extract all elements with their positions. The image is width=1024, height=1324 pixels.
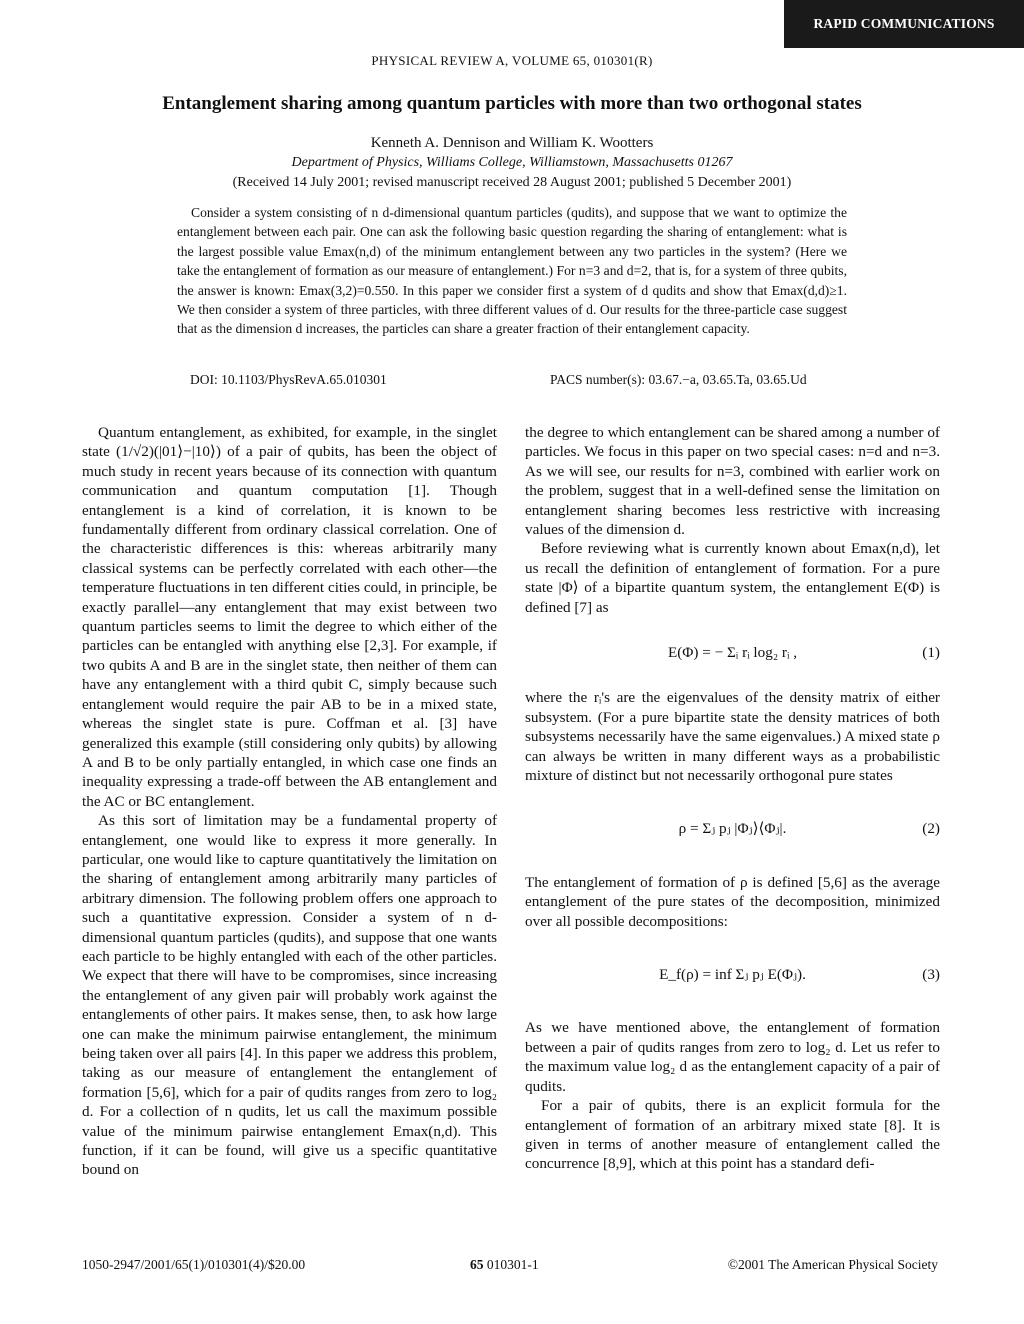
paper-title: Entanglement sharing among quantum particles with more than two orthogonal states bbox=[162, 93, 862, 114]
equation-1 bbox=[525, 643, 940, 662]
body-paragraph: The entanglement of formation of ρ is defined [5,6] as the average entanglement of the pure states of the decomposition, minimized over all possible decompositions: bbox=[525, 873, 940, 930]
doi[interactable]: DOI: 10.1103/PhysRevA.65.010301 bbox=[190, 372, 387, 387]
section-badge: RAPID COMMUNICATIONS bbox=[784, 0, 1024, 48]
footer-issn: 1050-2947/2001/65(1)/010301(4)/$20.00 bbox=[82, 1257, 306, 1272]
left-column bbox=[82, 423, 497, 1180]
journal-header: PHYSICAL REVIEW A, VOLUME 65, 010301(R) bbox=[371, 53, 653, 68]
body-paragraph: As we have mentioned above, the entanglement of formation between a pair of qudits ranges from zero to log₂ d. Let us refer to the maximum value log₂ d as the entanglement capacity of a pair of qudits. bbox=[525, 1019, 940, 1095]
pacs-numbers: PACS number(s): 03.67.−a, 03.65.Ta, 03.65.Ud bbox=[550, 372, 807, 387]
paper-affiliation: Department of Physics, Williams College, Williamstown, Massachusetts 01267 bbox=[291, 155, 733, 170]
body-paragraph: For a pair of qubits, there is an explicit formula for the entanglement of formation of an arbitrary mixed state [8]. It is given in terms of another measure of entanglement called the concurrence [8,9], which at this point has a standard defi- bbox=[525, 1097, 940, 1173]
footer-page bbox=[470, 1257, 539, 1273]
equation-3-formula: E_f(ρ) = inf Σⱼ pⱼ E(Φⱼ). bbox=[659, 966, 806, 984]
equation-1-number: (1) bbox=[922, 644, 940, 662]
received-dates: (Received 14 July 2001; revised manuscript received 28 August 2001; published 5 December 2001) bbox=[232, 175, 792, 190]
equation-2-number: (2) bbox=[922, 820, 940, 838]
body-paragraph: the degree to which entanglement can be shared among a number of particles. We focus in this paper on two special cases: n=d and n=3. As we will see, our results for n=3, combined with earlier work on the problem, suggest that in a well-defined sense the limitation on entanglement sharing becomes less restrictive with increasing values of the dimension d. bbox=[525, 424, 940, 539]
footer-volume: 65 bbox=[470, 1257, 484, 1272]
abstract: Consider a system consisting of n d-dimensional quantum particles (qudits), and suppose that we want to optimize the entanglement between each pair. One can ask the following basic question regarding the sharing of entanglement: what is the largest possible value Emax(n,d) of the minimum entanglement between any two particles in the system? (Here we take the entanglement of formation as our measure of entanglement.) For n=3 and d=2, that is, for a system of three qubits, the answer is known: Emax(3,2)=0.550. In this paper we consider first a system of d qudits and show that Emax(d,d)≥1. We then consider a system of three particles, with three different values of d. Our results for the three-particle case suggest that as the dimension d increases, the particles can share a greater fraction of their entanglement capacity. bbox=[177, 205, 847, 337]
equation-3-number: (3) bbox=[922, 966, 940, 984]
footer-page-number: 010301-1 bbox=[483, 1257, 539, 1272]
body-paragraph: Before reviewing what is currently known about Emax(n,d), let us recall the definition of entanglement of formation. For a pure state |Φ⟩ of a bipartite quantum system, the entanglement E(Φ) is defined [7] as bbox=[525, 540, 940, 616]
equation-3 bbox=[525, 965, 940, 984]
body-paragraph: Quantum entanglement, as exhibited, for example, in the singlet state (1/√2)(|01⟩−|10⟩) of a pair of qubits, has been the object of much study in recent years because of its connection with quantum communication and quantum computation [1]. Though entanglement is a kind of correlation, it is known to be fundamentally different from ordinary classical correlation. One of the characteristic differences is this: whereas arbitrarily many classical systems can be perfectly correlated with each other—the temperature fluctuations in ten different cities could, in principle, be exactly parallel—any entanglement that may exist between two quantum particles seems to limit the degree to which either of the particles can be entangled with anything else [2,3]. For example, if two qubits A and B are in the singlet state, then neither of them can have any entanglement with a third qubit C, simply because such entanglement would require the pair AB to be in a mixed state, whereas the singlet state is pure. Coffman et al. [3] have generalized this example (still considering only qubits) by allowing A and B to be only partially entangled, in which case one finds an inequality expressing a trade-off between the AB entanglement and the AC or BC entanglement. bbox=[82, 424, 497, 810]
equation-2-formula: ρ = Σⱼ pⱼ |Φⱼ⟩⟨Φⱼ|. bbox=[678, 820, 787, 838]
footer-copyright: ©2001 The American Physical Society bbox=[727, 1257, 938, 1272]
body-paragraph: As this sort of limitation may be a fundamental property of entanglement, one would like to express it more generally. In particular, one would like to capture quantitatively the limitation on the sharing of entanglement among arbitrarily many particles of arbitrary dimension. The following problem offers one approach to such a quantitative expression. Consider a system of n d-dimensional quantum particles (qudits), and suppose that one wants each particle to be highly entangled with each of the other particles. We expect that there will have to be compromises, since increasing the entanglement of any given pair will probably work against the entanglements of other pairs. It makes sense, then, to ask how large one can make the minimum pairwise entanglement, the minimum being taken over all pairs [4]. In this paper we address this problem, taking as our measure of entanglement the entanglement of formation [5,6], which for a pair of qudits ranges from zero to log₂ d. For a collection of n qudits, let us call the maximum possible value of the minimum pairwise entanglement Emax(n,d). This function, if it can be found, will give us a specific quantitative bound on bbox=[82, 812, 497, 1179]
paper-authors: Kenneth A. Dennison and William K. Wootters bbox=[370, 135, 654, 151]
body-paragraph: where the rᵢ's are the eigenvalues of the density matrix of either subsystem. (For a pure bipartite state the density matrices of both subsystems necessarily have the same eigenvalues.) A mixed state ρ can always be written in many different ways as a probabilistic mixture of distinct but not necessarily orthogonal pure states bbox=[525, 689, 940, 785]
equation-1-formula: E(Φ) = − Σᵢ rᵢ log₂ rᵢ , bbox=[667, 644, 798, 662]
right-column bbox=[525, 423, 940, 1174]
equation-2 bbox=[525, 819, 940, 838]
